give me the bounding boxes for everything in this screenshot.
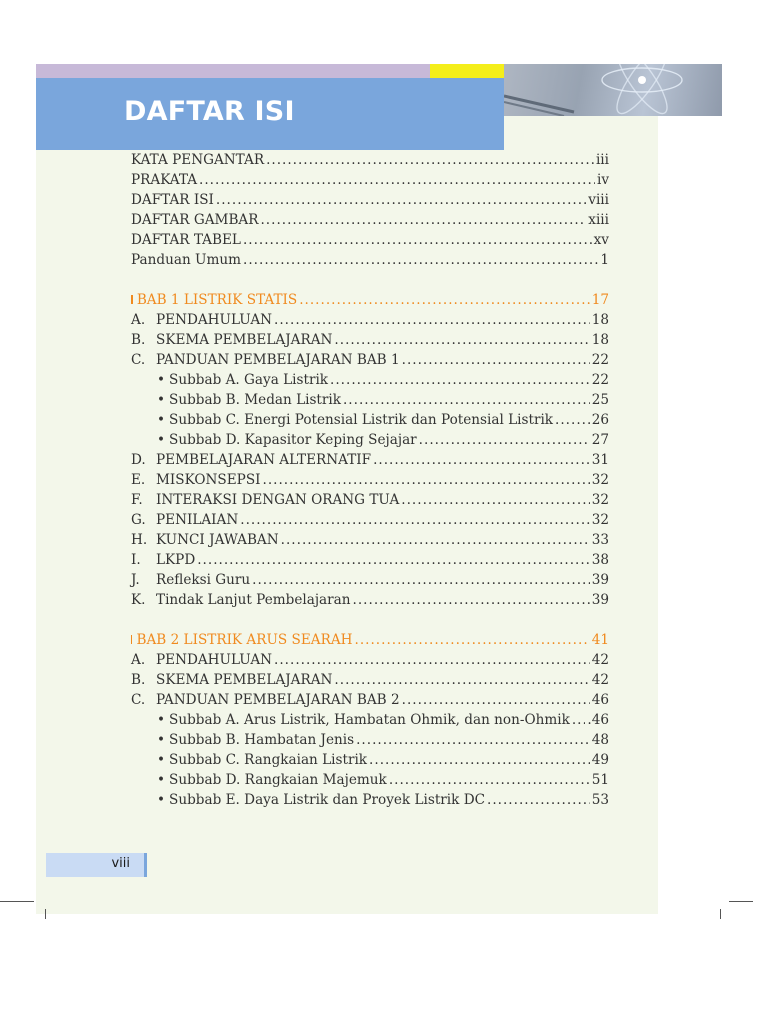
dot-leader [281,530,590,550]
toc-entry-label: INTERAKSI DENGAN ORANG TUA [156,492,400,508]
dot-leader [274,650,590,670]
toc-entry-page: 32 [591,472,609,488]
toc-entry-page: 39 [591,592,609,608]
toc-item-letter: B. [131,332,146,348]
toc-item-letter: C. [131,352,146,368]
toc-item-letter: G. [131,512,146,528]
toc-section-entry [131,530,609,550]
toc-entry-page: 18 [591,332,609,348]
chapter-2-list [131,630,609,810]
toc-front-entry [131,150,609,170]
toc-item-letter: B. [131,672,146,688]
toc-entry-label: PEMBELAJARAN ALTERNATIF [156,452,372,468]
toc-subsection-entry [131,790,609,810]
dot-leader [356,730,590,750]
toc-entry-label: PENDAHULUAN [156,312,273,328]
toc-subsection-entry [131,430,609,450]
toc-entry-label: LKPD [156,552,196,568]
toc-entry-page: 1 [600,252,609,268]
toc-front-entry [131,250,609,270]
toc-entry-label: DAFTAR ISI [131,192,214,208]
toc-entry-label: Refleksi Guru [156,572,251,588]
dot-leader [555,410,590,430]
toc-section-entry [131,670,609,690]
page-number: viii [111,856,130,871]
dot-leader [266,150,594,170]
toc-subsection-entry [131,730,609,750]
square-bullet-icon [131,295,133,304]
toc-entry-page: 22 [591,352,609,368]
toc-front-entry [131,170,609,190]
dot-leader [402,690,590,710]
toc-entry-page: 49 [591,752,609,768]
toc-entry-label: Subbab C. Rangkaian Listrik [169,752,368,768]
toc-entry-page: 17 [591,292,609,308]
toc-section-entry [131,690,609,710]
toc-entry-page: xv [593,232,609,248]
toc-front-entry [131,210,609,230]
toc-section-entry [131,450,609,470]
toc-section-entry [131,590,609,610]
toc-entry-page: 42 [591,652,609,668]
bullet-icon: • [157,732,166,748]
bullet-icon: • [157,412,166,428]
toc-chapter-heading [131,290,609,310]
bullet-icon: • [157,712,166,728]
dot-leader [330,370,590,390]
header-decorative-image [504,64,722,116]
toc-entry-page: 48 [591,732,609,748]
dot-leader [197,550,589,570]
yellow-accent-strip [430,64,504,78]
toc-entry-label: Subbab E. Daya Listrik dan Proyek Listrik DC [169,792,486,808]
atom-illustration [504,64,722,116]
chapter-1-list [131,290,609,610]
dot-leader [216,190,586,210]
toc-entry-label: BAB 2 LISTRIK ARUS SEARAH [136,632,353,648]
crop-mark [0,901,34,902]
toc-entry-label: DAFTAR GAMBAR [131,212,259,228]
toc-subsection-entry [131,410,609,430]
dot-leader [373,450,590,470]
dot-leader [402,350,590,370]
toc-chapter-heading [131,630,609,650]
toc-item-letter: A. [131,312,146,328]
dot-leader [263,470,590,490]
dot-leader [343,390,590,410]
dot-leader [572,710,586,730]
toc-subsection-entry [131,750,609,770]
toc-entry-page: 39 [591,572,609,588]
toc-entry-label: SKEMA PEMBELAJARAN [156,332,333,348]
toc-entry-label: Subbab A. Gaya Listrik [169,372,329,388]
toc-section-entry [131,330,609,350]
dot-leader [353,590,590,610]
toc-entry-label: PANDUAN PEMBELAJARAN BAB 2 [156,692,400,708]
toc-entry-label: Subbab C. Energi Potensial Listrik dan Potensial Listrik [169,412,554,428]
toc-entry-page: iii [595,152,609,168]
toc-entry-page: 32 [591,492,609,508]
dot-leader [419,430,590,450]
toc-entry-label: Subbab D. Rangkaian Majemuk [169,772,387,788]
toc-item-letter: I. [131,552,141,568]
top-color-strip [36,64,430,78]
toc-entry-label: Panduan Umum [131,252,242,268]
toc-item-letter: E. [131,472,146,488]
toc-entry-label: DAFTAR TABEL [131,232,241,248]
toc-entry-label: BAB 1 LISTRIK STATIS [136,292,298,308]
toc-entry-label: PANDUAN PEMBELAJARAN BAB 1 [156,352,400,368]
toc-section-entry [131,490,609,510]
toc-section-entry [131,310,609,330]
toc-entry-page: viii [588,192,609,208]
dot-leader [260,210,586,230]
toc-entry-page: 33 [591,532,609,548]
bullet-icon: • [157,372,166,388]
toc-section-entry [131,350,609,370]
square-bullet-icon [131,635,132,644]
toc-item-letter: A. [131,652,146,668]
dot-leader [252,570,590,590]
toc-front-entry [131,230,609,250]
toc-entry-label: PRAKATA [131,172,198,188]
dot-leader [334,330,589,350]
toc-entry-page: 32 [591,512,609,528]
toc-subsection-entry [131,370,609,390]
front-matter-list [131,150,609,270]
toc-entry-page: 42 [591,672,609,688]
toc-entry-label: Subbab D. Kapasitor Keping Sejajar [169,432,417,448]
crop-mark [729,901,753,902]
toc-entry-page: 51 [591,772,609,788]
dot-leader [299,290,589,310]
toc-front-entry [131,190,609,210]
dot-leader [389,770,590,790]
toc-entry-label: PENILAIAN [156,512,239,528]
toc-entry-label: Subbab B. Medan Listrik [169,392,341,408]
toc-entry-label: KUNCI JAWABAN [156,532,279,548]
toc-entry-label: Subbab A. Arus Listrik, Hambatan Ohmik, dan non-Ohmik [169,712,570,728]
toc-entry-label: MISKONSEPSI [156,472,261,488]
page-number-tab [46,853,147,877]
toc-subsection-entry [131,710,609,730]
toc-entry-page: .46 [587,712,609,728]
crop-mark [45,909,46,919]
bullet-icon: • [157,772,166,788]
crop-mark [720,909,721,919]
toc-entry-page: xiii [588,212,609,228]
toc-entry-page: 31 [591,452,609,468]
page-title: DAFTAR ISI [124,96,295,127]
title-band [36,78,504,150]
toc-entry-page: 27 [591,432,609,448]
toc-entry-page: 25 [591,392,609,408]
toc-section-entry [131,570,609,590]
toc-item-letter: K. [131,592,146,608]
toc-section-entry [131,470,609,490]
toc-entry-page: 22 [591,372,609,388]
toc-entry-page: 46 [591,692,609,708]
toc-entry-page: 38 [591,552,609,568]
dot-leader [240,510,589,530]
dot-leader [334,670,589,690]
toc-entry-page: 41 [591,632,609,648]
toc-entry-page: 53 [591,792,609,808]
table-of-contents [131,150,609,810]
toc-item-letter: C. [131,692,146,708]
dot-leader [401,490,589,510]
bullet-icon: • [157,792,166,808]
toc-section-entry [131,650,609,670]
toc-section-entry [131,550,609,570]
dot-leader [274,310,590,330]
toc-entry-label: SKEMA PEMBELAJARAN [156,672,333,688]
toc-entry-page: 26 [591,412,609,428]
bullet-icon: • [157,752,166,768]
bullet-icon: • [157,392,166,408]
dot-leader [369,750,590,770]
toc-section-entry [131,510,609,530]
toc-entry-label: KATA PENGANTAR [131,152,265,168]
dot-leader [487,790,590,810]
toc-subsection-entry [131,390,609,410]
toc-entry-label: Tindak Lanjut Pembelajaran [156,592,351,608]
toc-entry-label: Subbab B. Hambatan Jenis [169,732,355,748]
dot-leader [243,230,592,250]
dot-leader [199,170,595,190]
toc-subsection-entry [131,770,609,790]
bullet-icon: • [157,432,166,448]
dot-leader [243,250,598,270]
toc-entry-page: iv [596,172,609,188]
dot-leader [355,630,590,650]
toc-item-letter: F. [131,492,143,508]
toc-item-letter: D. [131,452,146,468]
toc-entry-page: 18 [591,312,609,328]
toc-item-letter: H. [131,532,148,548]
toc-item-letter: J. [131,572,140,588]
toc-entry-label: PENDAHULUAN [156,652,273,668]
